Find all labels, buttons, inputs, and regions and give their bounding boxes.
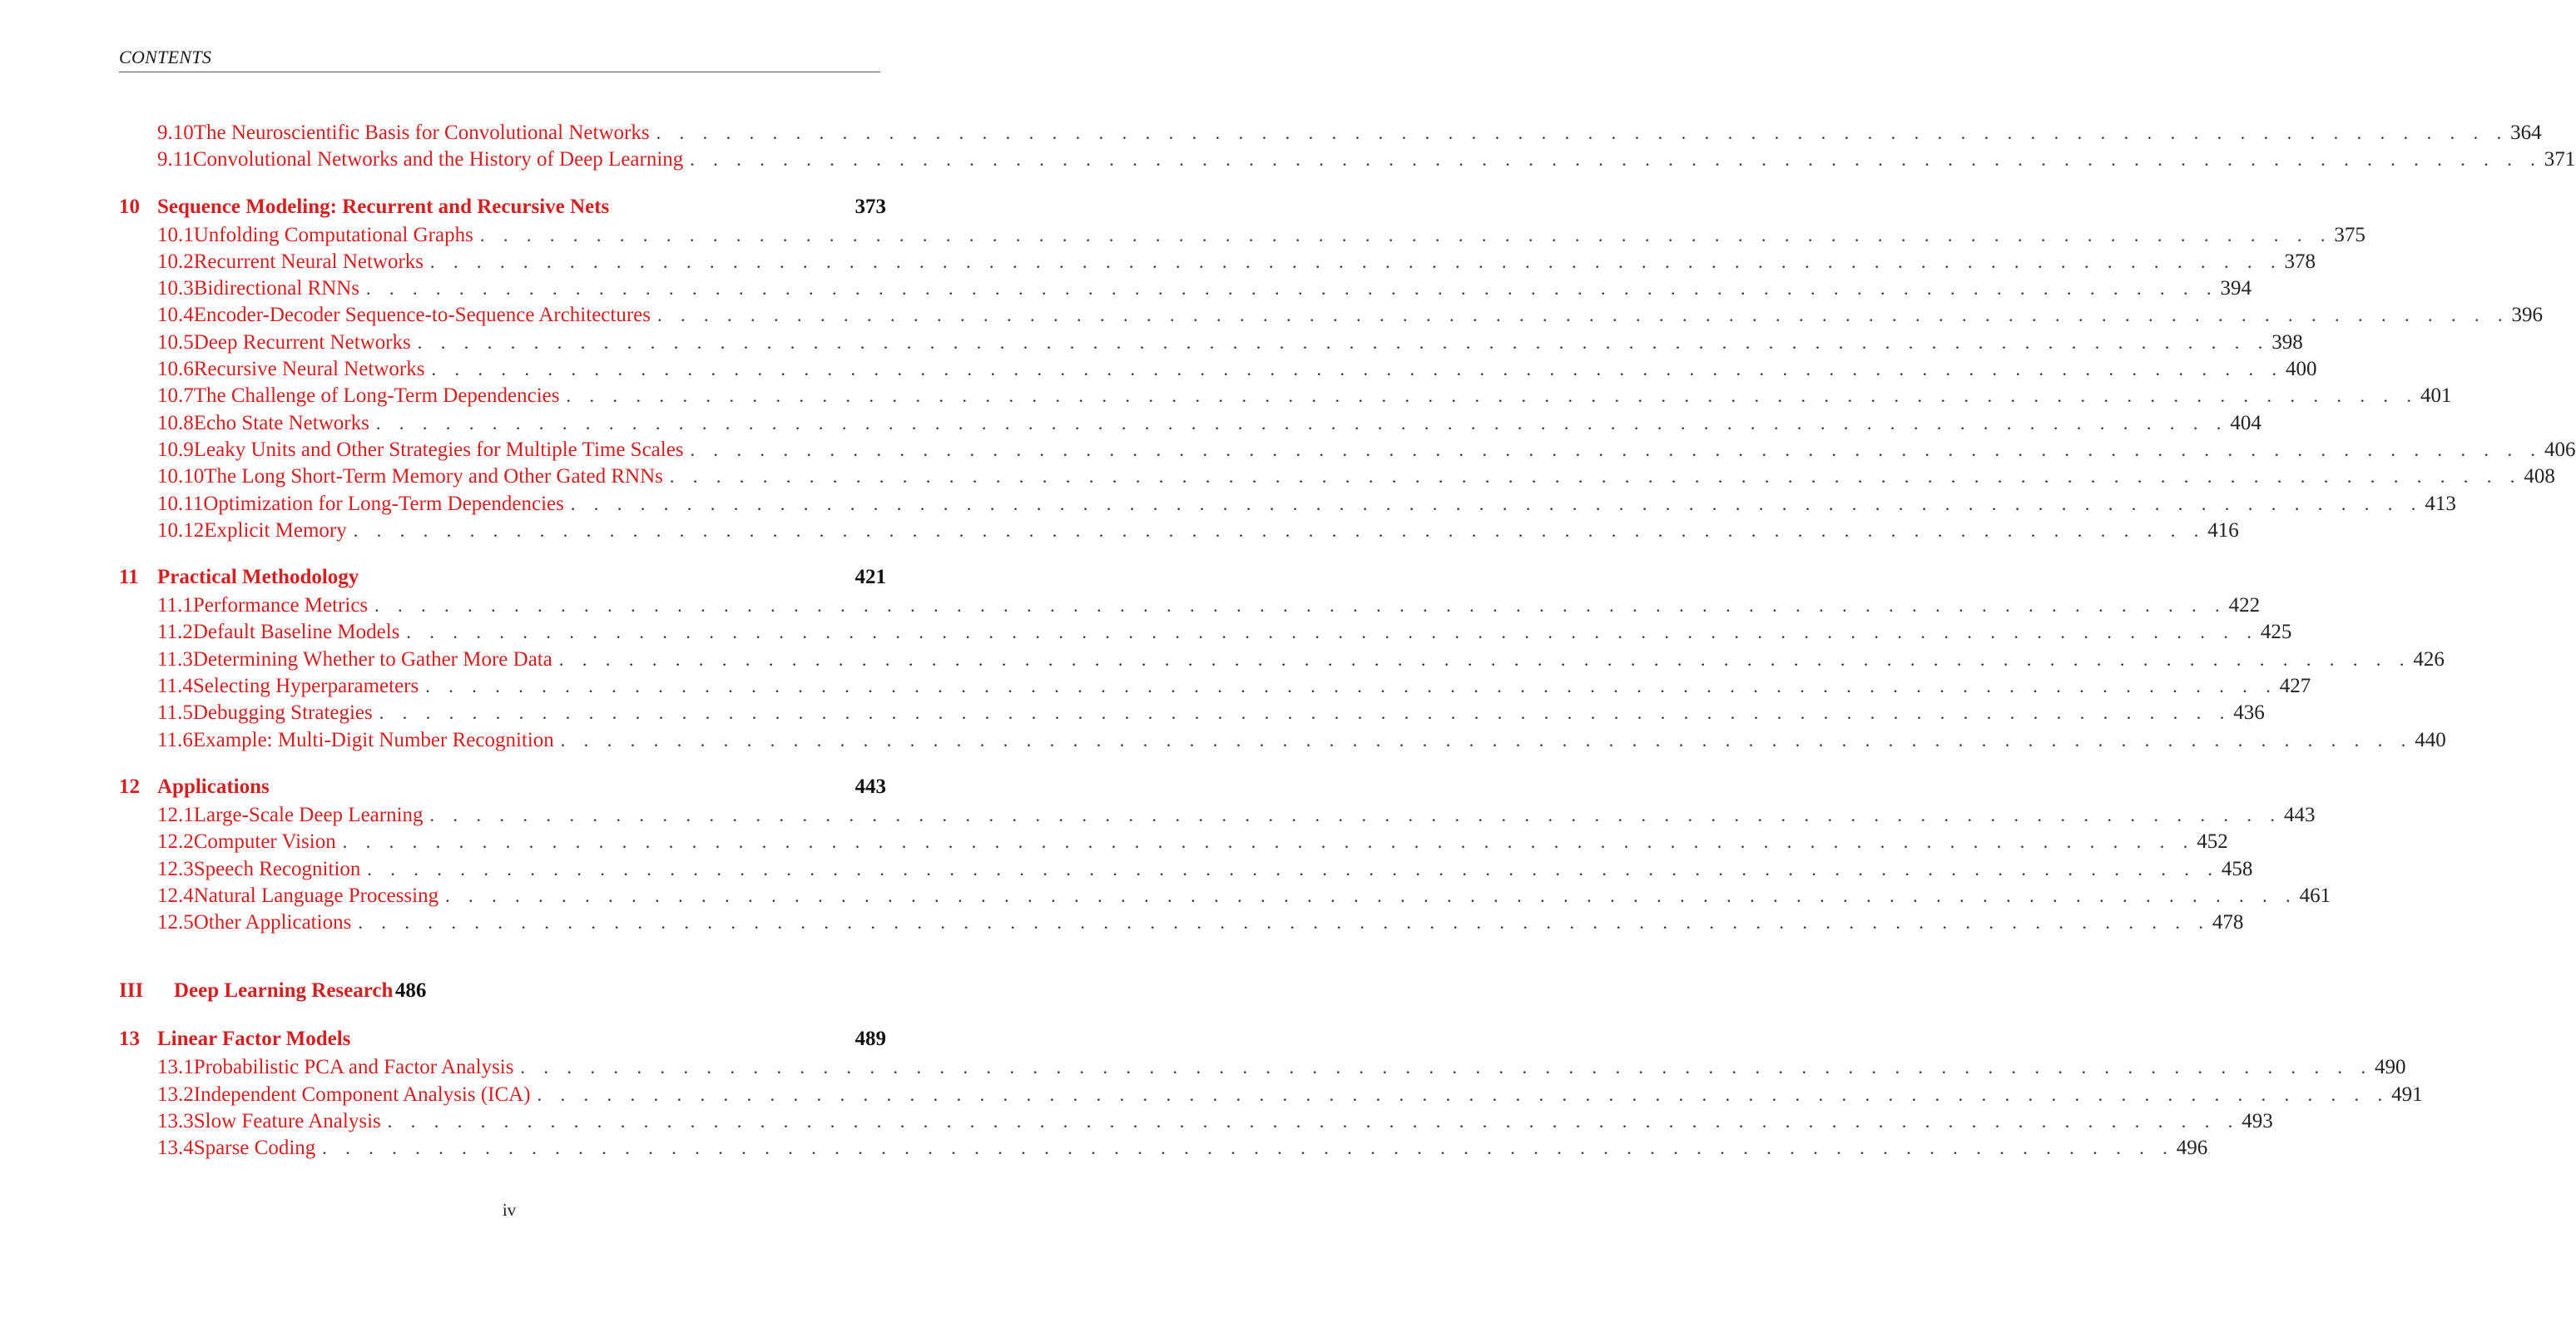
toc-section-entry[interactable] bbox=[119, 911, 2244, 938]
toc-section-entry[interactable] bbox=[119, 223, 2365, 250]
entry-title-link[interactable]: Natural Language Processing bbox=[193, 884, 439, 907]
entry-title-link[interactable]: Independent Component Analysis (ICA) bbox=[193, 1083, 531, 1106]
toc-section-entry[interactable] bbox=[119, 857, 2253, 884]
entry-title-link[interactable]: Unfolding Computational Graphs bbox=[193, 223, 473, 246]
toc-section-entry[interactable] bbox=[119, 277, 2252, 304]
entry-title-link[interactable]: Sparse Coding bbox=[193, 1137, 316, 1160]
entry-title-link[interactable]: Determining Whether to Gather More Data bbox=[192, 647, 552, 671]
entry-page-number[interactable]: 496 bbox=[2176, 1137, 2208, 1160]
entry-title-link[interactable]: Example: Multi-Digit Number Recognition bbox=[192, 728, 554, 751]
entry-page-number[interactable]: 427 bbox=[2279, 675, 2311, 698]
entry-number[interactable]: 12.1 bbox=[157, 803, 194, 826]
entry-number[interactable]: 10.3 bbox=[157, 277, 194, 300]
entry-title-link[interactable]: Large-Scale Deep Learning bbox=[193, 803, 424, 826]
dot-leader: . . . . . . . . . . . . . . . . . . . . . . . . . . . . . . . . . . . . . . . . . . . . . . . . . . . . . . . . . . . . . . . . . . . . . . . . . . . . . . . . bbox=[537, 1083, 2390, 1105]
dot-leader: . . . . . . . . . . . . . . . . . . . . . . . . . . . . . . . . . . . . . . . . . . . . . . . . . . . . . . . . . . . . . . . . . . . . . . . . . . . . . . . . bbox=[429, 804, 2282, 825]
toc-section-entry[interactable] bbox=[119, 594, 2261, 621]
entry-title-link[interactable]: Recurrent Neural Networks bbox=[193, 250, 424, 273]
entry-page-number[interactable]: 489 bbox=[855, 1028, 886, 1051]
toc-section-entry[interactable] bbox=[119, 728, 2446, 756]
entry-number[interactable]: 9.11 bbox=[157, 148, 193, 171]
entry-number[interactable]: 11.3 bbox=[157, 647, 193, 671]
dot-leader: . . . . . . . . . . . . . . . . . . . . . . . . . . . . . . . . . . . . . . . . . . . . . . . . . . . . . . . . . . . . . . . . . . . . . . . . . . . . . . . . bbox=[353, 519, 2206, 541]
toc-part-entry[interactable] bbox=[119, 979, 886, 1008]
entry-number[interactable]: 10.8 bbox=[157, 411, 194, 434]
toc-section-entry[interactable] bbox=[119, 358, 2317, 384]
entry-page-number[interactable]: 375 bbox=[2334, 223, 2365, 246]
toc-section-entry[interactable] bbox=[119, 803, 2316, 830]
entry-number[interactable]: 9.10 bbox=[157, 121, 194, 144]
entry-number[interactable]: 13.2 bbox=[157, 1083, 194, 1106]
dot-leader: . . . . . . . . . . . . . . . . . . . . . . . . . . . . . . . . . . . . . . . . . . . . . . . . . . . . . . . . . . . . . . . . . . . . . . . . . . . . . . . . bbox=[406, 622, 2259, 643]
dot-leader: . . . . . . . . . . . . . . . . . . . . . . . . . . . . . . . . . . . . . . . . . . . . . . . . . . . . . . . . . . . . . . . . . . . . . . . . . . . . . . . . bbox=[479, 224, 2332, 245]
entry-title-link[interactable]: Performance Metrics bbox=[192, 594, 369, 617]
dot-leader: . . . . . . . . . . . . . . . . . . . . . . . . . . . . . . . . . . . . . . . . . . . . . . . . . . . . . . . . . . . . . . . . . . . . . . . . . . . . . . . . bbox=[387, 1111, 2240, 1132]
entry-number[interactable]: 12.3 bbox=[157, 857, 194, 880]
toc-section-entry[interactable] bbox=[119, 304, 2543, 330]
entry-title-link[interactable]: Slow Feature Analysis bbox=[193, 1110, 381, 1133]
entry-title-link[interactable]: Speech Recognition bbox=[193, 857, 361, 880]
dot-leader: . . . . . . . . . . . . . . . . . . . . . . . . . . . . . . . . . . . . . . . . . . . . . . . . . . . . . . . . . . . . . . . . . . . . . . . . . . . . . . . . bbox=[342, 831, 2195, 853]
entry-page-number[interactable]: 461 bbox=[2299, 884, 2331, 907]
dot-leader: . . . . . . . . . . . . . . . . . . . . . . . . . . . . . . . . . . . . . . . . . . . . . . . . . . . . . . . . . . . . . . . . . . . . . . . . . . . . . . . . bbox=[690, 439, 2543, 460]
entry-number[interactable]: 11.1 bbox=[157, 594, 193, 617]
entry-title-link[interactable]: The Neuroscientific Basis for Convolutional Networks bbox=[193, 121, 650, 144]
entry-page-number[interactable]: 400 bbox=[2285, 358, 2317, 381]
toc-section-entry[interactable] bbox=[119, 1056, 2406, 1083]
entry-number[interactable]: 13 bbox=[119, 1028, 140, 1051]
entry-number[interactable]: 10.10 bbox=[157, 465, 205, 488]
running-title: CONTENTS bbox=[119, 47, 212, 67]
entry-number[interactable]: 12.4 bbox=[157, 884, 194, 907]
entry-page-number[interactable]: 426 bbox=[2413, 647, 2445, 671]
dot-leader: . . . . . . . . . . . . . . . . . . . . . . . . . . . . . . . . . . . . . . . . . . . . . . . . . . . . . . . . . . . . . . . . . . . . . . . . . . . . . . . . bbox=[566, 385, 2419, 407]
toc-section-entry[interactable] bbox=[119, 1137, 2208, 1163]
entry-title-link[interactable]: Encoder-Decoder Sequence-to-Sequence Architectures bbox=[193, 304, 651, 327]
toc-section-entry[interactable] bbox=[119, 884, 2331, 911]
entry-page-number[interactable]: 436 bbox=[2233, 701, 2265, 725]
entry-page-number[interactable]: 440 bbox=[2415, 728, 2446, 751]
toc-chapter-entry[interactable] bbox=[119, 566, 886, 594]
dot-leader: . . . . . . . . . . . . . . . . . . . . . . . . . . . . . . . . . . . . . . . . . . . . . . . . . . . . . . . . . . . . . . . . . . . . . . . . . . . . . . . . bbox=[560, 729, 2413, 751]
toc-section-entry[interactable] bbox=[119, 438, 2576, 465]
entry-title-link[interactable]: Recursive Neural Networks bbox=[193, 358, 425, 381]
dot-leader: . . . . . . . . . . . . . . . . . . . . . . . . . . . . . . . . . . . . . . . . . . . . . . . . . . . . . . . . . . . . . . . . . . . . . . . . . . . . . . . . bbox=[520, 1057, 2373, 1078]
toc-section-entry[interactable] bbox=[119, 518, 2239, 546]
entry-page-number[interactable]: 364 bbox=[2510, 121, 2542, 144]
entry-page-number[interactable]: 398 bbox=[2271, 330, 2303, 354]
dot-leader: . . . . . . . . . . . . . . . . . . . . . . . . . . . . . . . . . . . . . . . . . . . . . . . . . . . . . . . . . . . . . . . . . . . . . . . . . . . . . . . . bbox=[366, 278, 2219, 300]
entry-title-link[interactable]: The Challenge of Long-Term Dependencies bbox=[193, 384, 560, 408]
entry-page-number[interactable]: 396 bbox=[2511, 304, 2543, 327]
toc-section-entry[interactable] bbox=[119, 1110, 2273, 1137]
entry-page-number[interactable]: 406 bbox=[2544, 438, 2576, 461]
entry-page-number[interactable]: 408 bbox=[2524, 465, 2555, 488]
entry-page-number[interactable]: 422 bbox=[2228, 594, 2261, 617]
dot-leader: . . . . . . . . . . . . . . . . . . . . . . . . . . . . . . . . . . . . . . . . . . . . . . . . . . . . . . . . . . . . . . . . . . . . . . . . . . . . . . . . bbox=[379, 702, 2232, 724]
toc-section-entry[interactable] bbox=[119, 250, 2316, 277]
entry-title-link[interactable]: Selecting Hyperparameters bbox=[192, 675, 419, 698]
entry-number[interactable]: 12.5 bbox=[157, 911, 194, 934]
toc-section-entry[interactable] bbox=[119, 384, 2452, 411]
entry-page-number[interactable]: 404 bbox=[2230, 411, 2261, 434]
entry-title-link[interactable]: Computer Vision bbox=[193, 830, 336, 854]
dot-leader: . . . . . . . . . . . . . . . . . . . . . . . . . . . . . . . . . . . . . . . . . . . . . . . . . . . . . . . . . . . . . . . . . . . . . . . . . . . . . . . . bbox=[417, 331, 2270, 353]
entry-number[interactable]: 12 bbox=[119, 775, 140, 798]
entry-number[interactable]: 11.4 bbox=[157, 675, 193, 698]
entry-title-link[interactable]: Other Applications bbox=[193, 911, 352, 934]
dot-leader: . . . . . . . . . . . . . . . . . . . . . . . . . . . . . . . . . . . . . . . . . . . . . . . . . . . . . . . . . . . . . . . . . . . . . . . . . . . . . . . . bbox=[425, 676, 2278, 697]
entry-page-number[interactable]: 421 bbox=[855, 566, 886, 589]
entry-page-number[interactable]: 416 bbox=[2207, 518, 2239, 542]
dot-leader: . . . . . . . . . . . . . . . . . . . . . . . . . . . . . . . . . . . . . . . . . . . . . . . . . . . . . . . . . . . . . . . . . . . . . . . . . . . . . . . . bbox=[570, 493, 2423, 514]
entry-page-number[interactable]: 458 bbox=[2221, 857, 2253, 880]
entry-page-number[interactable]: 490 bbox=[2374, 1056, 2406, 1079]
toc-chapter-entry[interactable] bbox=[119, 196, 886, 224]
toc-section-entry[interactable] bbox=[119, 411, 2261, 439]
entry-title-link[interactable]: Deep Recurrent Networks bbox=[193, 330, 411, 354]
dot-leader: . . . . . . . . . . . . . . . . . . . . . . . . . . . . . . . . . . . . . . . . . . . . . . . . . . . . . . . . . . . . . . . . . . . . . . . . . . . . . . . . bbox=[375, 412, 2228, 434]
entry-page-number[interactable]: 394 bbox=[2220, 277, 2252, 300]
entry-number[interactable]: 10.11 bbox=[157, 492, 204, 515]
entry-title-link[interactable]: Applications bbox=[157, 775, 270, 798]
entry-number[interactable]: 10.6 bbox=[157, 358, 194, 381]
toc-chapter-entry[interactable] bbox=[119, 775, 886, 804]
entry-title-link[interactable]: Explicit Memory bbox=[204, 518, 347, 542]
entry-page-number[interactable]: 491 bbox=[2391, 1083, 2423, 1106]
entry-number[interactable]: 10.12 bbox=[157, 518, 205, 542]
entry-page-number[interactable]: 413 bbox=[2425, 492, 2456, 515]
entry-number[interactable]: 11.6 bbox=[157, 728, 193, 751]
entry-number[interactable]: 12.2 bbox=[157, 830, 194, 854]
toc-section-entry[interactable] bbox=[119, 1083, 2423, 1110]
toc-section-entry[interactable] bbox=[119, 621, 2292, 647]
entry-number[interactable]: 10.5 bbox=[157, 330, 194, 354]
dot-leader: . . . . . . . . . . . . . . . . . . . . . . . . . . . . . . . . . . . . . . . . . . . . . . . . . . . . . . . . . . . . . . . . . . . . . . . . . . . . . . . . bbox=[558, 648, 2411, 670]
entry-title-link[interactable]: Leaky Units and Other Strategies for Multiple Time Scales bbox=[193, 438, 684, 461]
entry-number[interactable]: 10.1 bbox=[157, 223, 194, 246]
entry-page-number[interactable]: 493 bbox=[2242, 1110, 2273, 1133]
entry-title-link[interactable]: Sequence Modeling: Recurrent and Recursive Nets bbox=[157, 195, 610, 218]
entry-page-number[interactable]: 378 bbox=[2284, 250, 2316, 273]
toc-section-entry[interactable] bbox=[119, 330, 2303, 358]
entry-page-number[interactable]: 452 bbox=[2197, 830, 2228, 854]
dot-leader: . . . . . . . . . . . . . . . . . . . . . . . . . . . . . . . . . . . . . . . . . . . . . . . . . . . . . . . . . . . . . . . . . . . . . . . . . . . . . . . . bbox=[367, 858, 2220, 879]
entry-title-link[interactable]: Debugging Strategies bbox=[192, 701, 373, 725]
toc-section-entry[interactable] bbox=[119, 465, 2555, 492]
entry-page-number[interactable]: 443 bbox=[2284, 803, 2316, 826]
entry-page-number[interactable]: 486 bbox=[394, 979, 427, 1003]
entry-page-number[interactable]: 371 bbox=[2544, 148, 2576, 171]
dot-leader: . . . . . . . . . . . . . . . . . . . . . . . . . . . . . . . . . . . . . . . . . . . . . . . . . . . . . . . . . . . . . . . . . . . . . . . . . . . . . . . . bbox=[374, 595, 2227, 617]
toc-section-entry[interactable] bbox=[119, 647, 2445, 675]
entry-title-link[interactable]: The Long Short-Term Memory and Other Gated RNNs bbox=[204, 465, 663, 488]
dot-leader: . . . . . . . . . . . . . . . . . . . . . . . . . . . . . . . . . . . . . . . . . . . . . . . . . . . . . . . . . . . . . . . . . . . . . . . . . . . . . . . . bbox=[690, 149, 2543, 171]
dot-leader: . . . . . . . . . . . . . . . . . . . . . . . . . . . . . . . . . . . . . . . . . . . . . . . . . . . . . . . . . . . . . . . . . . . . . . . . . . . . . . . . bbox=[431, 359, 2284, 380]
entry-page-number[interactable]: 478 bbox=[2212, 911, 2244, 934]
entry-title-link[interactable]: Deep Learning Research bbox=[174, 979, 394, 1003]
toc-section-entry[interactable] bbox=[119, 121, 2542, 148]
entry-number[interactable]: 10.4 bbox=[157, 304, 194, 327]
entry-number[interactable]: 11.2 bbox=[157, 621, 193, 644]
entry-title-link[interactable]: Linear Factor Models bbox=[157, 1028, 351, 1051]
dot-leader: . . . . . . . . . . . . . . . . . . . . . . . . . . . . . . . . . . . . . . . . . . . . . . . . . . . . . . . . . . . . . . . . . . . . . . . . . . . . . . . . bbox=[669, 466, 2522, 488]
dot-leader: . . . . . . . . . . . . . . . . . . . . . . . . . . . . . . . . . . . . . . . . . . . . . . . . . . . . . . . . . . . . . . . . . . . . . . . . . . . . . . . . bbox=[656, 305, 2509, 326]
entry-page-number[interactable]: 373 bbox=[855, 195, 886, 218]
dot-leader: . . . . . . . . . . . . . . . . . . . . . . . . . . . . . . . . . . . . . . . . . . . . . . . . . . . . . . . . . . . . . . . . . . . . . . . . . . . . . . . . bbox=[322, 1137, 2175, 1159]
entry-number[interactable]: 11 bbox=[119, 566, 139, 589]
toc-section-entry[interactable] bbox=[119, 148, 2576, 175]
entry-title-link[interactable]: Probabilistic PCA and Factor Analysis bbox=[193, 1056, 514, 1079]
running-header bbox=[119, 47, 880, 72]
entry-title-link[interactable]: Echo State Networks bbox=[193, 411, 369, 434]
toc-section-entry[interactable] bbox=[119, 492, 2456, 519]
table-of-contents bbox=[119, 121, 2576, 1164]
entry-number[interactable]: 13.4 bbox=[157, 1137, 194, 1160]
toc-section-entry[interactable] bbox=[119, 830, 2228, 857]
entry-title-link[interactable]: Default Baseline Models bbox=[192, 621, 400, 644]
entry-title-link[interactable]: Practical Methodology bbox=[157, 566, 359, 589]
dot-leader: . . . . . . . . . . . . . . . . . . . . . . . . . . . . . . . . . . . . . . . . . . . . . . . . . . . . . . . . . . . . . . . . . . . . . . . . . . . . . . . . bbox=[430, 250, 2283, 272]
entry-number[interactable]: 11.5 bbox=[157, 701, 193, 725]
entry-title-link[interactable]: Convolutional Networks and the History of Deep Learning bbox=[192, 148, 684, 171]
entry-number[interactable]: 10.2 bbox=[157, 250, 194, 273]
entry-number[interactable]: III bbox=[119, 979, 144, 1003]
entry-number[interactable]: 10.7 bbox=[157, 384, 194, 408]
dot-leader: . . . . . . . . . . . . . . . . . . . . . . . . . . . . . . . . . . . . . . . . . . . . . . . . . . . . . . . . . . . . . . . . . . . . . . . . . . . . . . . . bbox=[445, 884, 2298, 906]
toc-section-entry[interactable] bbox=[119, 701, 2265, 728]
entry-page-number[interactable]: 443 bbox=[855, 775, 886, 798]
dot-leader: . . . . . . . . . . . . . . . . . . . . . . . . . . . . . . . . . . . . . . . . . . . . . . . . . . . . . . . . . . . . . . . . . . . . . . . . . . . . . . . . bbox=[656, 122, 2509, 143]
dot-leader: . . . . . . . . . . . . . . . . . . . . . . . . . . . . . . . . . . . . . . . . . . . . . . . . . . . . . . . . . . . . . . . . . . . . . . . . . . . . . . . . bbox=[358, 912, 2211, 934]
entry-page-number[interactable]: 425 bbox=[2260, 621, 2292, 644]
entry-number[interactable]: 10.9 bbox=[157, 438, 194, 461]
entry-title-link[interactable]: Bidirectional RNNs bbox=[193, 277, 360, 300]
page-number: iv bbox=[502, 1200, 517, 1220]
entry-number[interactable]: 13.3 bbox=[157, 1110, 194, 1133]
toc-section-entry[interactable] bbox=[119, 675, 2311, 701]
entry-page-number[interactable]: 401 bbox=[2420, 384, 2452, 408]
entry-title-link[interactable]: Optimization for Long-Term Dependencies bbox=[203, 492, 564, 515]
entry-number[interactable]: 13.1 bbox=[157, 1056, 194, 1079]
toc-chapter-entry[interactable] bbox=[119, 1028, 886, 1056]
entry-number[interactable]: 10 bbox=[119, 195, 140, 218]
